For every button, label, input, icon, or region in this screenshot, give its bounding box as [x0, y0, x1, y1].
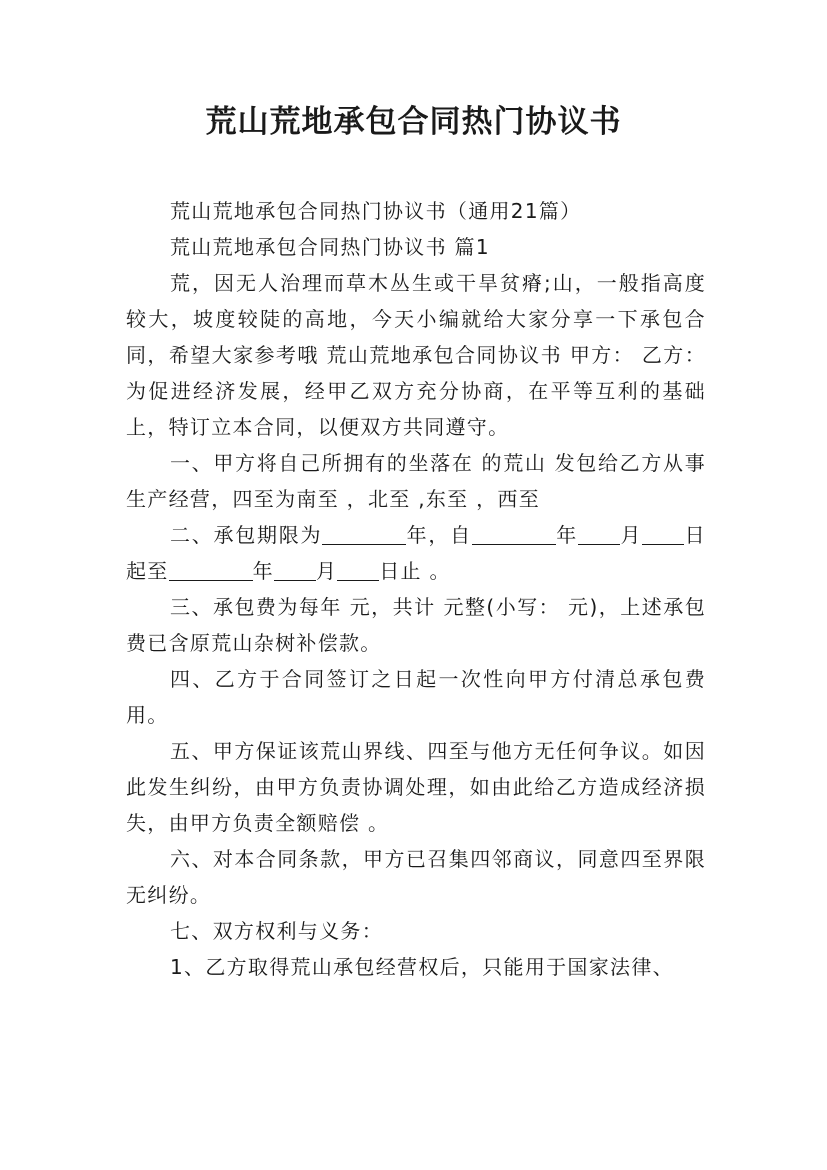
document-title: 荒山荒地承包合同热门协议书: [205, 104, 622, 140]
blank-line: [169, 560, 253, 581]
clause-2-text-5: 日起至: [126, 523, 706, 583]
blank-line: [274, 560, 316, 581]
paragraph-clause-6: 六、对本合同条款，甲方已召集四邻商议，同意四至界限无纠纷。: [126, 847, 706, 907]
paragraph-clause-5: 五、甲方保证该荒山界线、四至与他方无任何争议。如因此发生纠纷，由甲方负责协调处理，如由此给乙方造成经济损失，由甲方负责全额赔偿 。: [126, 739, 706, 835]
document-body: [126, 193, 706, 985]
blank-line: [578, 524, 620, 545]
paragraph-clause-7: 七、双方权利与义务：: [170, 919, 383, 943]
paragraph-intro: 荒，因无人治理而草木丛生或干旱贫瘠;山，一般指高度较大，坡度较陡的高地，今天小编就给大家分享一下承包合同，希望大家参考哦 荒山荒地承包合同协议书 甲方： 乙方： 为促进经济发展，经甲乙双方充分协商，在平等互利的基础上，特订立本合同，以便双方共同遵守。: [126, 271, 706, 439]
paragraph-clause-7-item-1: 1、乙方取得荒山承包经营权后，只能用于国家法律、: [170, 955, 674, 979]
paragraph-clause-4: 四、乙方于合同签订之日起一次性向甲方付清总承包费用。: [126, 667, 706, 727]
clause-2-text-8: 日止 。: [379, 559, 451, 583]
blank-line: [337, 560, 379, 581]
clause-2-text-7: 月: [315, 559, 338, 583]
clause-2-text-6: 年: [252, 559, 274, 583]
clause-2-text-4: 月: [620, 523, 643, 547]
clause-2-text-2: 年，自: [406, 523, 472, 547]
paragraph-section-heading: 荒山荒地承包合同热门协议书 篇1: [170, 235, 490, 259]
clause-2-text-3: 年: [555, 523, 579, 547]
blank-line: [472, 524, 556, 545]
blank-line: [642, 524, 684, 545]
paragraph-clause-3: 三、承包费为每年 元，共计 元整(小写： 元)，上述承包费已含原荒山杂树补偿款。: [126, 595, 706, 655]
paragraph-clause-2: [126, 517, 706, 589]
paragraph-subtitle: 荒山荒地承包合同热门协议书（通用21篇）: [170, 199, 582, 223]
paragraph-clause-1: 一、甲方将自己所拥有的坐落在 的荒山 发包给乙方从事生产经营，四至为南至 ，北至 ,东至 ，西至: [126, 451, 706, 511]
blank-line: [322, 524, 406, 545]
clause-2-text-1: 二、承包期限为: [170, 523, 323, 547]
